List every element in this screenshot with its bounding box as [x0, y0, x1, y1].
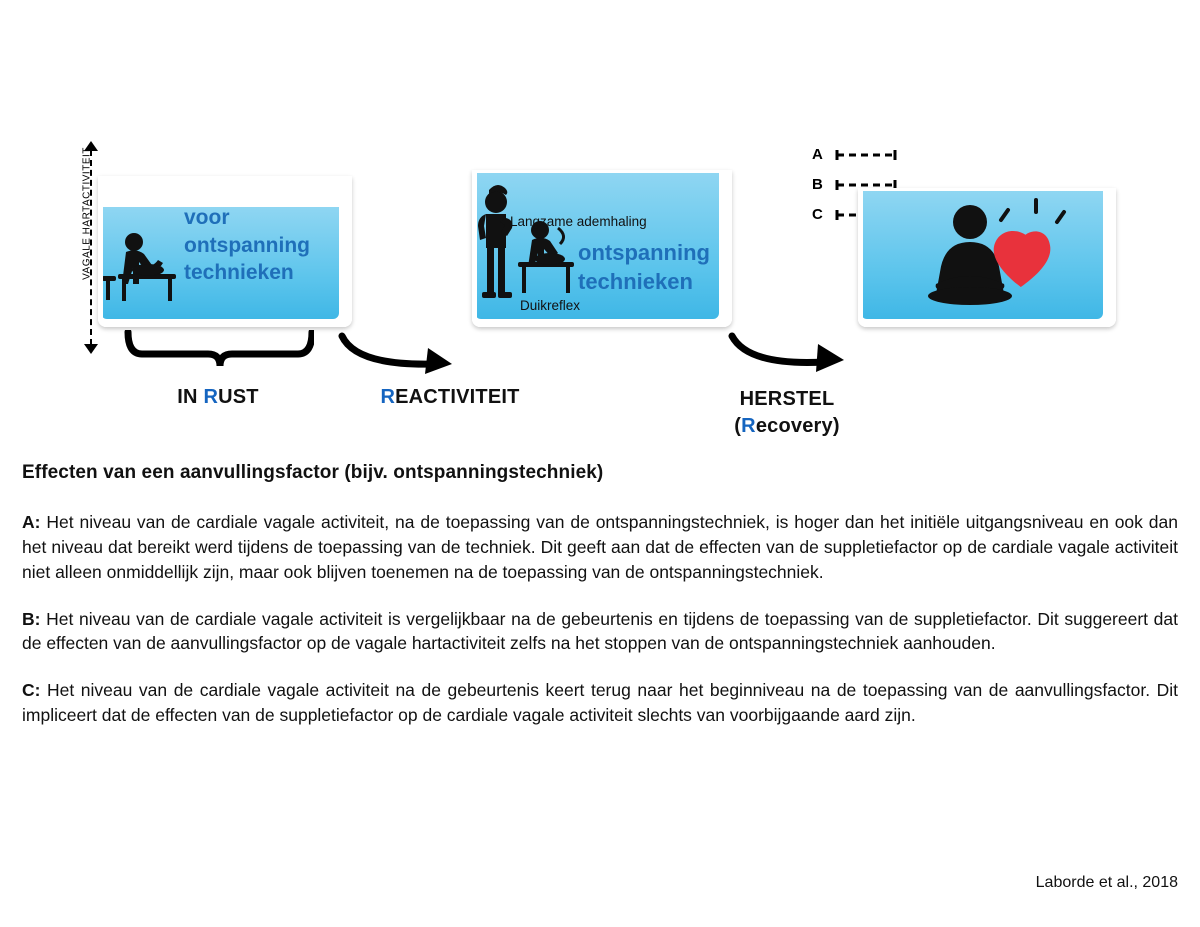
- caption-at-rest-prefix: IN: [177, 386, 204, 408]
- beaker-react-text-line2: technieken: [578, 269, 693, 295]
- paragraph-c-body: Het niveau van de cardiale vagale activiteit na de gebeurtenis keert terug naar het beginniveau na de toepassing van de aanvullingsfactor. Dit impliceert dat de effecten van de suppletiefactor op de cardiale vagale activiteit slechts van voorbijgaande aard zijn.: [22, 680, 1178, 726]
- caption-reactivity-rest: EACTIVITEIT: [395, 386, 520, 408]
- beaker-at-rest: [98, 176, 342, 322]
- paragraph-a: [22, 510, 1178, 585]
- beaker-rest-text-line1: voor: [184, 206, 230, 229]
- paragraph-b-body: Het niveau van de cardiale vagale activiteit is vergelijkbaar na de gebeurtenis en tijdens de toepassing van de suppletiefactor. Dit suggereert dat de effecten van de aanvullingsfactor op de vagale hartactiviteit zelfs na het stoppen van de ontspanningstechniek aanhouden.: [22, 608, 1178, 654]
- caption-recovery-accent: R: [741, 415, 756, 437]
- explanation-text: [22, 462, 1178, 750]
- caption-recovery-paren-open: (: [734, 415, 742, 437]
- paragraph-b: [22, 607, 1178, 657]
- axis-label: VAGALE HARTACTIVITEIT: [81, 147, 93, 280]
- beaker-react-text-line1: ontspanning: [578, 240, 710, 265]
- arrow-reactivity-to-recovery-icon: [726, 330, 866, 374]
- caption-recovery-rest: ecovery): [755, 415, 840, 437]
- caption-reactivity-accent: R: [380, 386, 396, 408]
- annotation-slow-breathing: Langzame ademhaling: [510, 214, 647, 229]
- caption-at-rest-rest: UST: [218, 386, 259, 408]
- beaker-reactivity: [472, 170, 722, 322]
- paragraph-b-lead: B:: [22, 608, 41, 629]
- caption-at-rest-accent: R: [203, 386, 219, 408]
- marker-a-letter: A: [812, 146, 823, 163]
- caption-recovery: [692, 386, 882, 440]
- annotation-dive-reflex: Duikreflex: [520, 298, 581, 313]
- marker-a: [812, 146, 900, 163]
- marker-a-bar-icon: [834, 148, 900, 162]
- caption-recovery-line1: HERSTEL: [739, 388, 835, 410]
- citation: Laborde et al., 2018: [1035, 874, 1178, 891]
- axis-arrow-down-icon: [84, 344, 98, 354]
- beaker-rest-text-line3: technieken: [184, 261, 294, 285]
- marker-b-letter: B: [812, 176, 823, 193]
- caption-recovery-line2: [692, 413, 882, 440]
- caption-reactivity: [330, 386, 570, 409]
- figure-diagram: [0, 0, 1200, 450]
- paragraph-c-lead: C:: [22, 680, 41, 701]
- paragraph-a-lead: A:: [22, 512, 41, 532]
- person-meditating-icon: [858, 188, 1106, 322]
- arrow-rest-to-reactivity-icon: [336, 332, 476, 374]
- beaker-recovery: [858, 188, 1106, 322]
- beaker-rest-text-line2: ontspanning: [184, 233, 310, 257]
- beaker-rest-content: [98, 176, 342, 322]
- beaker-recovery-content: [858, 188, 1106, 322]
- paragraph-c: [22, 678, 1178, 728]
- rest-brace-icon: [122, 330, 314, 368]
- paragraph-a-body: Het niveau van de cardiale vagale activiteit, na de toepassing van de ontspanningstechniek, is hoger dan het initiële uitgangsniveau en ook dan het niveau dat bereikt werd tijdens de toepassing van de techniek. Dit geeft aan dat de effecten van de suppletiefactor op de cardiale vagale activiteit niet alleen onmiddellijk zijn, maar ook blijven toenemen na de toepassing van de ontspanningstechniek.: [22, 512, 1178, 582]
- caption-at-rest: [120, 386, 316, 409]
- page-title: Effecten van een aanvullingsfactor (bijv. ontspanningstechniek): [22, 462, 604, 483]
- marker-c-letter: C: [812, 206, 823, 223]
- beaker-react-content: [472, 170, 722, 322]
